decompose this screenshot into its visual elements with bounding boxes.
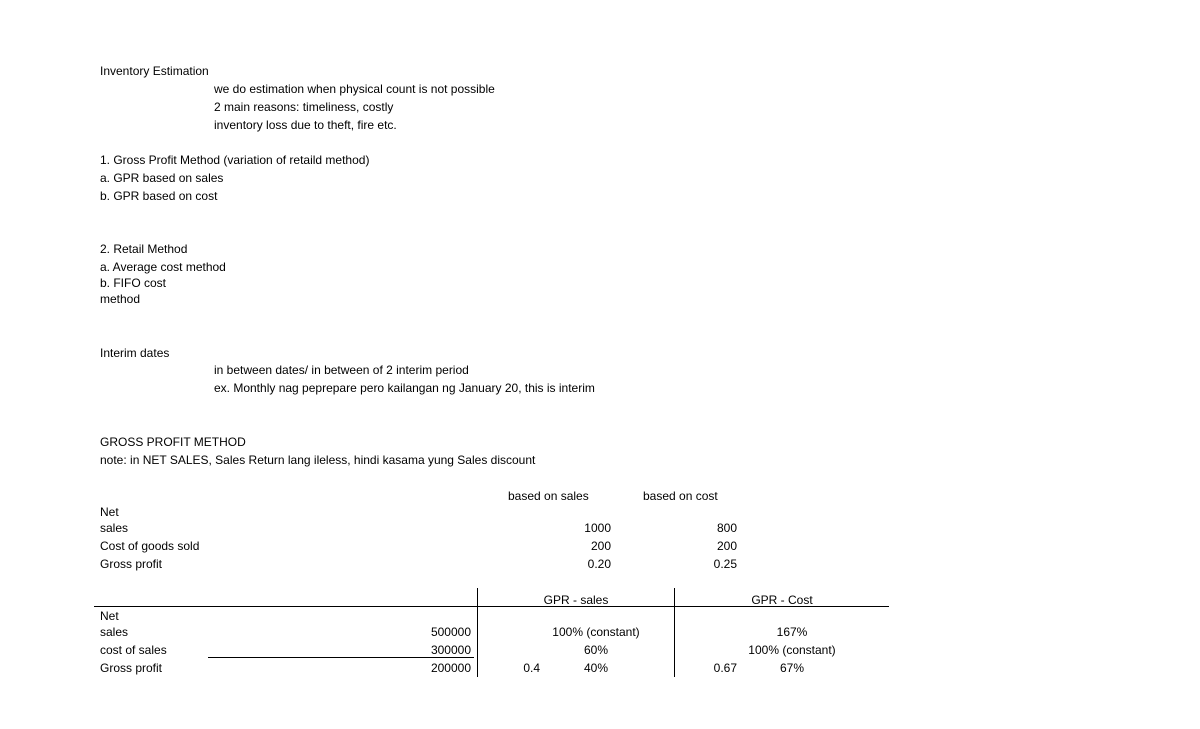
table-cell: 60%	[583, 643, 609, 657]
table-cell: 67%	[779, 661, 805, 675]
table-cell: 200000	[430, 661, 471, 675]
interim-heading: Interim dates	[100, 346, 170, 360]
row-label: Gross profit	[100, 661, 163, 675]
table-cell: 0.20	[587, 557, 611, 571]
table-cell: 167%	[776, 625, 808, 639]
interim-line: ex. Monthly nag peprepare pero kailangan ng January 20, this is interim	[214, 381, 595, 395]
gross-profit-method-heading: 1. Gross Profit Method (variation of retaild method)	[100, 153, 370, 167]
table-cell: 500000	[430, 625, 471, 639]
table-cell: 100% (constant)	[748, 643, 836, 657]
note-line: inventory loss due to theft, fire etc.	[214, 118, 397, 132]
row-label: cost of sales	[100, 643, 167, 657]
gpm-note: note: in NET SALES, Sales Return lang ileless, hindi kasama yung Sales discount	[100, 453, 536, 467]
row-label: sales	[100, 625, 129, 639]
note-line: we do estimation when physical count is not possible	[214, 82, 495, 96]
method-item: method	[100, 292, 141, 306]
table-cell: 200	[590, 539, 611, 553]
method-item: b. FIFO cost	[100, 276, 167, 290]
col-header-based-on-cost: based on cost	[643, 489, 718, 503]
row-label: Cost of goods sold	[100, 539, 200, 553]
col-header-based-on-sales: based on sales	[508, 489, 589, 503]
method-item: a. GPR based on sales	[100, 171, 224, 185]
row-label: Net	[100, 505, 119, 519]
row-label: Net	[100, 609, 119, 623]
table-cell: 0.67	[713, 661, 737, 675]
col-header-gpr-cost: GPR - Cost	[751, 593, 813, 607]
col-header-gpr-sales: GPR - sales	[543, 593, 609, 607]
note-line: 2 main reasons: timeliness, costly	[214, 100, 394, 114]
gpm-heading: GROSS PROFIT METHOD	[100, 435, 246, 449]
table-cell: 200	[716, 539, 737, 553]
method-item: b. GPR based on cost	[100, 189, 218, 203]
page-title: Inventory Estimation	[100, 64, 209, 78]
table-cell: 800	[716, 521, 737, 535]
row-label: sales	[100, 521, 129, 535]
row-label: Gross profit	[100, 557, 163, 571]
retail-method-heading: 2. Retail Method	[100, 242, 188, 256]
method-item: a. Average cost method	[100, 260, 226, 274]
interim-line: in between dates/ in between of 2 interim period	[214, 363, 469, 377]
table-cell: 40%	[583, 661, 609, 675]
table-cell: 0.4	[523, 661, 540, 675]
table-cell: 0.25	[713, 557, 737, 571]
table-cell: 1000	[584, 521, 611, 535]
table-cell: 300000	[430, 643, 471, 657]
table-cell: 100% (constant)	[552, 625, 640, 639]
